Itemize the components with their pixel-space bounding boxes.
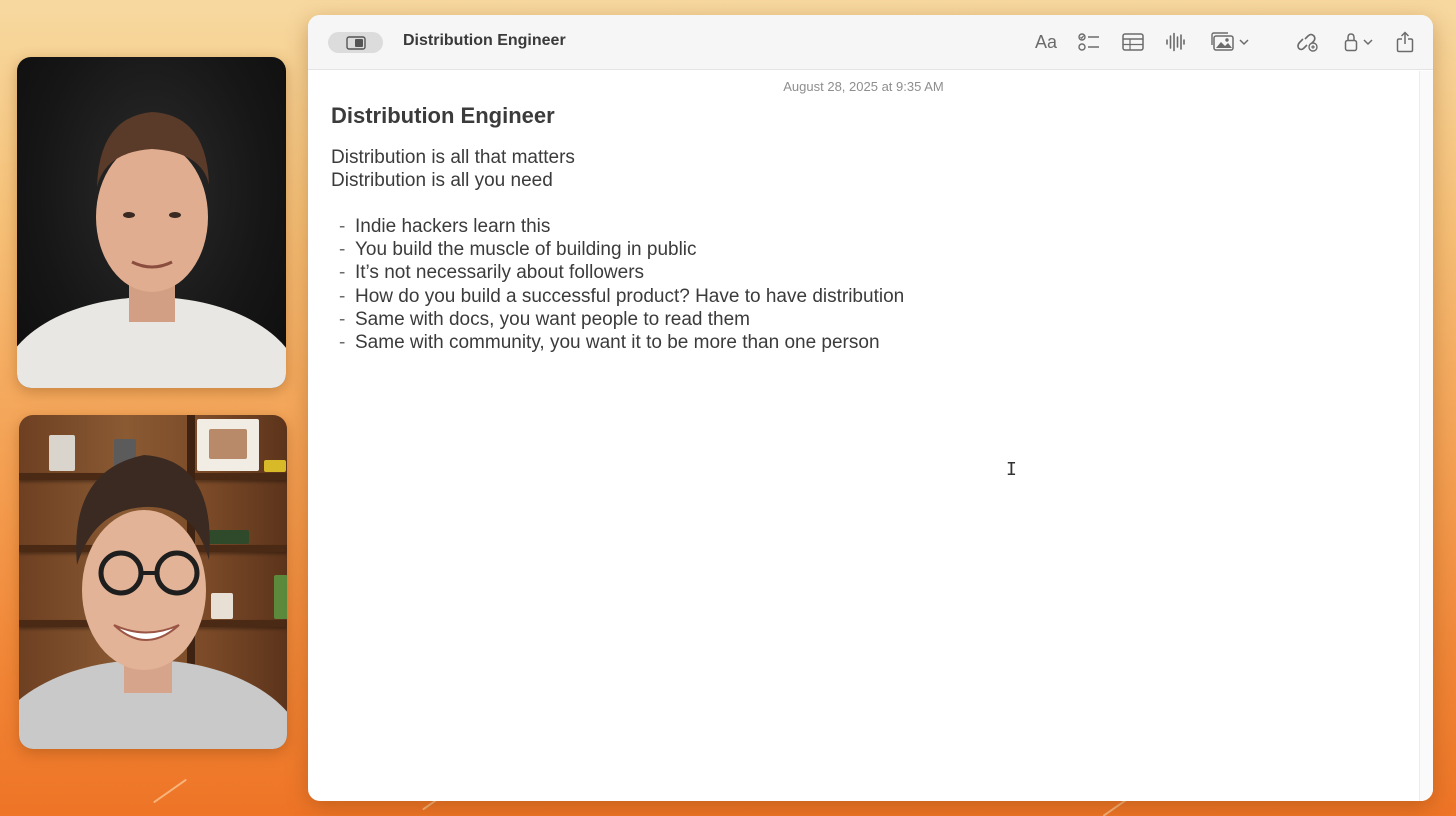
list-item[interactable] <box>331 308 904 331</box>
bullet-marker: - <box>339 308 346 330</box>
participant-video <box>19 415 287 749</box>
checklist-button[interactable] <box>1076 29 1102 55</box>
collaborate-icon <box>1297 32 1319 52</box>
list-item[interactable] <box>331 238 904 261</box>
chevron-down-icon <box>1239 38 1249 46</box>
sidebar-toggle-button[interactable] <box>328 32 383 53</box>
share-icon <box>1396 31 1414 53</box>
note-line[interactable]: Distribution is all you need <box>331 170 553 191</box>
bullet-marker: - <box>339 332 346 354</box>
lock-menu-button[interactable] <box>1341 29 1375 55</box>
table-button[interactable] <box>1121 29 1145 55</box>
format-icon: Aa <box>1034 31 1058 52</box>
list-item-text: Same with docs, you want people to read them <box>355 308 751 330</box>
note-editor[interactable] <box>308 71 1419 801</box>
list-item[interactable] <box>331 331 904 354</box>
notes-window <box>308 15 1433 801</box>
lock-icon <box>1344 32 1358 52</box>
bullet-marker: - <box>339 216 346 237</box>
media-icon <box>1211 32 1235 52</box>
table-icon <box>1122 33 1144 51</box>
media-menu-button[interactable] <box>1208 29 1252 55</box>
audio-waveform-icon <box>1165 32 1185 52</box>
list-item[interactable] <box>331 285 904 308</box>
list-item-text: It’s not necessarily about followers <box>355 262 645 284</box>
bullet-marker: - <box>339 239 346 261</box>
collaborate-button[interactable] <box>1296 29 1320 55</box>
chevron-down-icon <box>1363 38 1373 46</box>
checklist-icon <box>1078 32 1100 52</box>
window-title: Distribution Engineer <box>403 32 566 49</box>
list-item-text: Indie hackers learn this <box>355 216 551 237</box>
bullet-list <box>331 215 904 354</box>
list-item-text: How do you build a successful product? Have to have distribution <box>355 285 905 307</box>
text-cursor-icon: I <box>1006 459 1017 480</box>
bullet-marker: - <box>339 262 346 284</box>
video-tile-participant-1[interactable] <box>17 57 286 388</box>
list-item-text: Same with community, you want it to be more than one person <box>355 332 880 354</box>
scrollbar-track[interactable] <box>1419 71 1433 801</box>
toolbar <box>308 15 1433 70</box>
background-streak <box>153 779 187 804</box>
share-button[interactable] <box>1395 29 1415 55</box>
video-tile-participant-2[interactable] <box>19 415 287 749</box>
note-timestamp: August 28, 2025 at 9:35 AM <box>783 79 944 94</box>
audio-button[interactable] <box>1164 29 1186 55</box>
note-title[interactable]: Distribution Engineer <box>331 103 555 128</box>
participant-video <box>17 57 286 388</box>
list-item[interactable] <box>331 215 904 238</box>
format-button[interactable] <box>1032 29 1060 55</box>
list-item-text: You build the muscle of building in public <box>355 239 697 261</box>
sidebar-icon <box>346 36 366 50</box>
list-item[interactable] <box>331 261 904 284</box>
bullet-marker: - <box>339 285 346 307</box>
note-line[interactable]: Distribution is all that matters <box>331 147 575 168</box>
